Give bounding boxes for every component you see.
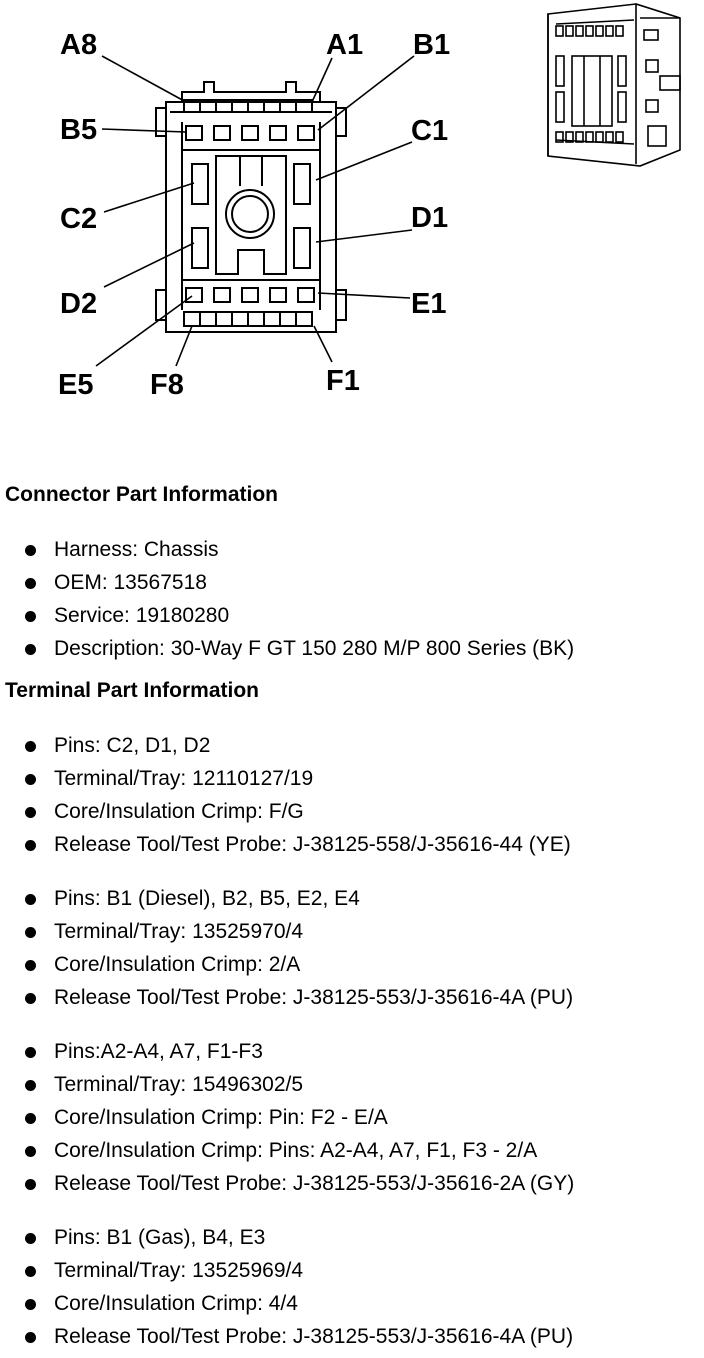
list-item: Terminal/Tray: 13525969/4 bbox=[0, 1259, 573, 1292]
bullet-icon bbox=[25, 1299, 36, 1310]
list-item: Core/Insulation Crimp: Pins: A2-A4, A7, F1, F3 - 2/A bbox=[0, 1139, 574, 1172]
connector-face-icon bbox=[156, 82, 346, 332]
pin-label-f8: F8 bbox=[150, 369, 184, 401]
list-item: Pins: C2, D1, D2 bbox=[0, 734, 571, 767]
list-item: Release Tool/Test Probe: J-38125-553/J-35616-2A (GY) bbox=[0, 1172, 574, 1205]
bullet-icon bbox=[25, 1179, 36, 1190]
bullet-icon bbox=[25, 1047, 36, 1058]
connector-diagram bbox=[0, 0, 704, 440]
pin-label-c1: C1 bbox=[411, 115, 449, 147]
bullet-icon bbox=[25, 1113, 36, 1124]
pin-label-d2: D2 bbox=[60, 288, 98, 320]
bullet-icon bbox=[25, 644, 36, 655]
list-item: Core/Insulation Crimp: 4/4 bbox=[0, 1292, 573, 1325]
connector-side-view-icon bbox=[548, 4, 680, 166]
bullet-icon bbox=[25, 1233, 36, 1244]
list-item: Terminal/Tray: 12110127/19 bbox=[0, 767, 571, 800]
terminal-group-2 bbox=[0, 887, 573, 1019]
list-item: Pins:A2-A4, A7, F1-F3 bbox=[0, 1040, 574, 1073]
pin-label-f1: F1 bbox=[326, 365, 360, 397]
bullet-icon bbox=[25, 611, 36, 622]
pin-label-d1: D1 bbox=[411, 202, 449, 234]
list-item: Terminal/Tray: 13525970/4 bbox=[0, 920, 573, 953]
terminal-group-1 bbox=[0, 734, 571, 866]
bullet-icon bbox=[25, 807, 36, 818]
list-item: Harness: Chassis bbox=[0, 538, 574, 571]
list-item: Service: 19180280 bbox=[0, 604, 574, 637]
pin-label-c2: C2 bbox=[60, 203, 98, 235]
list-item: OEM: 13567518 bbox=[0, 571, 574, 604]
bullet-icon bbox=[25, 1332, 36, 1343]
list-item: Release Tool/Test Probe: J-38125-553/J-35616-4A (PU) bbox=[0, 1325, 573, 1358]
bullet-icon bbox=[25, 578, 36, 589]
list-item: Release Tool/Test Probe: J-38125-558/J-35616-44 (YE) bbox=[0, 833, 571, 866]
connector-info-list bbox=[0, 538, 574, 670]
list-item: Core/Insulation Crimp: 2/A bbox=[0, 953, 573, 986]
pin-label-b5: B5 bbox=[60, 114, 98, 146]
terminal-section-title: Terminal Part Information bbox=[5, 679, 259, 702]
bullet-icon bbox=[25, 1080, 36, 1091]
list-item: Pins: B1 (Diesel), B2, B5, E2, E4 bbox=[0, 887, 573, 920]
pin-label-e5: E5 bbox=[58, 369, 94, 401]
list-item: Release Tool/Test Probe: J-38125-553/J-35616-4A (PU) bbox=[0, 986, 573, 1019]
bullet-icon bbox=[25, 1266, 36, 1277]
terminal-group-4 bbox=[0, 1226, 573, 1358]
bullet-icon bbox=[25, 894, 36, 905]
list-item: Pins: B1 (Gas), B4, E3 bbox=[0, 1226, 573, 1259]
pin-label-a1: A1 bbox=[326, 29, 364, 61]
bullet-icon bbox=[25, 1146, 36, 1157]
pin-label-b1: B1 bbox=[413, 29, 451, 61]
terminal-group-3 bbox=[0, 1040, 574, 1205]
list-item: Terminal/Tray: 15496302/5 bbox=[0, 1073, 574, 1106]
bullet-icon bbox=[25, 741, 36, 752]
bullet-icon bbox=[25, 960, 36, 971]
bullet-icon bbox=[25, 927, 36, 938]
bullet-icon bbox=[25, 774, 36, 785]
pin-label-e1: E1 bbox=[411, 288, 447, 320]
pin-label-a8: A8 bbox=[60, 29, 98, 61]
bullet-icon bbox=[25, 840, 36, 851]
bullet-icon bbox=[25, 545, 36, 556]
list-item: Core/Insulation Crimp: F/G bbox=[0, 800, 571, 833]
list-item: Core/Insulation Crimp: Pin: F2 - E/A bbox=[0, 1106, 574, 1139]
connector-section-title: Connector Part Information bbox=[5, 483, 279, 506]
bullet-icon bbox=[25, 993, 36, 1004]
list-item: Description: 30-Way F GT 150 280 M/P 800 Series (BK) bbox=[0, 637, 574, 670]
